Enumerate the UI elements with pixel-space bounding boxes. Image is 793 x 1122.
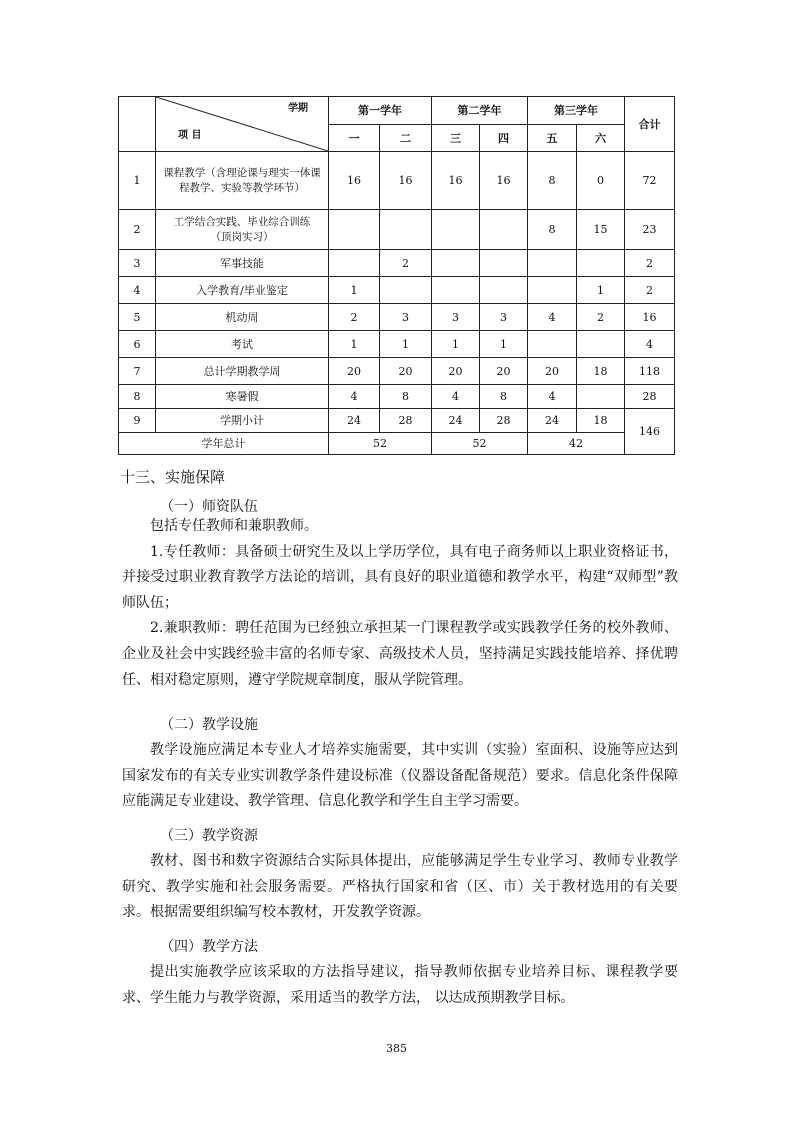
- row-value: 4: [528, 385, 577, 409]
- row-value: 20: [432, 358, 480, 385]
- row-total: 118: [625, 358, 675, 385]
- row-value: [480, 277, 528, 304]
- row-value: 1: [380, 331, 432, 358]
- row-value: 2: [380, 250, 432, 277]
- paragraph-group: [122, 514, 678, 693]
- row-no: 9: [119, 409, 156, 433]
- row-value: 4: [329, 385, 380, 409]
- row-value: [528, 331, 577, 358]
- row-value: 16: [380, 152, 432, 210]
- row-value: 3: [480, 304, 528, 331]
- row-no: 3: [119, 250, 156, 277]
- row-value: 1: [329, 277, 380, 304]
- row-value: 4: [432, 385, 480, 409]
- subsection-title: （一）师资队伍: [160, 499, 258, 515]
- row-value: 8: [480, 385, 528, 409]
- paragraph-group: [122, 738, 678, 815]
- paragraph: 提出实施教学应该采取的方法指导建议，指导教师依据专业培养目标、课程教学要求、学生能力与教学资源，采用适当的教学方法， 以达成预期教学目标。: [122, 964, 678, 1006]
- row-item: 课程教学（含理论课与理实一体课程教学、实验等教学环节）: [156, 152, 329, 210]
- row-value: [577, 385, 625, 409]
- table-row: [119, 277, 675, 304]
- year-total-label: 学年总计: [119, 433, 329, 455]
- row-value: 18: [577, 358, 625, 385]
- table-row: [119, 331, 675, 358]
- paragraph: 2.兼职教师：聘任范围为已经独立承担某一门课程教学或实践教学任务的校外教师、企业及社会中实践经验丰富的名师专家、高级技术人员，坚持满足实践技能培养、择优聘任、相对稳定原则，遵守学院规章制度，服从学院管理。: [122, 620, 678, 688]
- term-header: 四: [480, 125, 528, 152]
- subsection-title: （四）教学方法: [160, 939, 258, 955]
- term-header: 二: [380, 125, 432, 152]
- total-header: 合计: [625, 97, 675, 152]
- row-value: [329, 210, 380, 250]
- row-no: 4: [119, 277, 156, 304]
- table-row: [119, 358, 675, 385]
- row-no: 7: [119, 358, 156, 385]
- row-value: 2: [329, 304, 380, 331]
- row-value: [380, 210, 432, 250]
- row-value: [432, 277, 480, 304]
- row-value: 15: [577, 210, 625, 250]
- row-value: [480, 250, 528, 277]
- row-value: 2: [577, 304, 625, 331]
- year-total-value: 52: [432, 433, 528, 455]
- section-title: 十三、实施保障: [120, 468, 226, 486]
- year-total-value: 42: [528, 433, 625, 455]
- row-value: 20: [380, 358, 432, 385]
- row-total: 2: [625, 250, 675, 277]
- table-row: [119, 152, 675, 210]
- row-value: 16: [329, 152, 380, 210]
- row-value: 20: [480, 358, 528, 385]
- row-no: 6: [119, 331, 156, 358]
- diag-bottom-label: 项 目: [178, 130, 202, 141]
- row-no: 8: [119, 385, 156, 409]
- row-no: 5: [119, 304, 156, 331]
- row-item: 考试: [156, 331, 329, 358]
- row-value: 1: [577, 277, 625, 304]
- row-total: 146: [625, 409, 675, 455]
- teaching-schedule-table: [118, 96, 675, 455]
- row-value: [577, 331, 625, 358]
- table-row: [119, 433, 675, 455]
- row-value: 16: [480, 152, 528, 210]
- row-item: 军事技能: [156, 250, 329, 277]
- row-value: 24: [329, 409, 380, 433]
- row-total: 23: [625, 210, 675, 250]
- row-total: 28: [625, 385, 675, 409]
- row-total: 72: [625, 152, 675, 210]
- row-value: 0: [577, 152, 625, 210]
- paragraph: 教材、图书和数字资源结合实际具体提出，应能够满足学生专业学习、教师专业教学研究、教学实施和社会服务需要。严格执行国家和省（区、市）关于教材选用的有关要求。根据需要组织编写校本教材，开发教学资源。: [122, 853, 678, 921]
- term-header: 一: [329, 125, 380, 152]
- row-value: 20: [329, 358, 380, 385]
- paragraph-group: [122, 960, 678, 1011]
- term-header: 三: [432, 125, 480, 152]
- term-header: 五: [528, 125, 577, 152]
- row-value: 3: [432, 304, 480, 331]
- row-item: 入学教育/毕业鉴定: [156, 277, 329, 304]
- row-value: 1: [480, 331, 528, 358]
- year-total-value: 52: [329, 433, 432, 455]
- paragraph: 教学设施应满足本专业人才培养实施需要，其中实训（实验）室面积、设施等应达到国家发布的有关专业实训教学条件建设标准（仪器设备配备规范）要求。信息化条件保障应能满足专业建设、教学管理、信息化教学和学生自主学习需要。: [122, 742, 678, 810]
- table-row: [119, 304, 675, 331]
- row-value: 3: [380, 304, 432, 331]
- table-row: [119, 385, 675, 409]
- header-no-cell: [119, 97, 156, 152]
- row-value: 8: [528, 152, 577, 210]
- row-value: [329, 250, 380, 277]
- row-no: 1: [119, 152, 156, 210]
- subsection-title: （三）教学资源: [160, 828, 258, 844]
- subsection-title: （二）教学设施: [160, 717, 258, 733]
- row-value: [380, 277, 432, 304]
- row-value: [432, 210, 480, 250]
- row-item: 工学结合实践、毕业综合训练（顶岗实习）: [156, 210, 329, 250]
- row-no: 2: [119, 210, 156, 250]
- row-value: 20: [528, 358, 577, 385]
- row-value: [432, 250, 480, 277]
- row-value: 24: [432, 409, 480, 433]
- row-total: 4: [625, 331, 675, 358]
- page-number: 385: [386, 1042, 407, 1055]
- row-value: 28: [380, 409, 432, 433]
- table-row: [119, 409, 675, 433]
- year-header: 第一学年: [329, 97, 432, 125]
- row-value: [528, 250, 577, 277]
- row-value: [480, 210, 528, 250]
- row-value: 18: [577, 409, 625, 433]
- row-value: 1: [329, 331, 380, 358]
- row-item: 寒暑假: [156, 385, 329, 409]
- year-header: 第二学年: [432, 97, 528, 125]
- row-value: 8: [380, 385, 432, 409]
- row-value: 24: [528, 409, 577, 433]
- paragraph-group: [122, 849, 678, 926]
- row-item: 学期小计: [156, 409, 329, 433]
- table-row: [119, 210, 675, 250]
- row-item: 总计学期教学周: [156, 358, 329, 385]
- year-header: 第三学年: [528, 97, 625, 125]
- header-diagonal-cell: [156, 97, 329, 152]
- paragraph: 包括专任教师和兼职教师。: [150, 518, 318, 534]
- row-value: 16: [432, 152, 480, 210]
- row-value: 28: [480, 409, 528, 433]
- row-value: 1: [432, 331, 480, 358]
- row-value: [528, 277, 577, 304]
- paragraph: 1.专任教师：具备硕士研究生及以上学历学位，具有电子商务师以上职业资格证书，并接受过职业教育教学方法论的培训，具有良好的职业道德和教学水平，构建“双师型”教师队伍；: [122, 543, 678, 611]
- row-value: [577, 250, 625, 277]
- term-header: 六: [577, 125, 625, 152]
- row-value: 8: [528, 210, 577, 250]
- row-value: 4: [528, 304, 577, 331]
- table-row: [119, 250, 675, 277]
- diag-top-label: 学期: [288, 103, 308, 114]
- row-item: 机动周: [156, 304, 329, 331]
- row-total: 16: [625, 304, 675, 331]
- row-total: 2: [625, 277, 675, 304]
